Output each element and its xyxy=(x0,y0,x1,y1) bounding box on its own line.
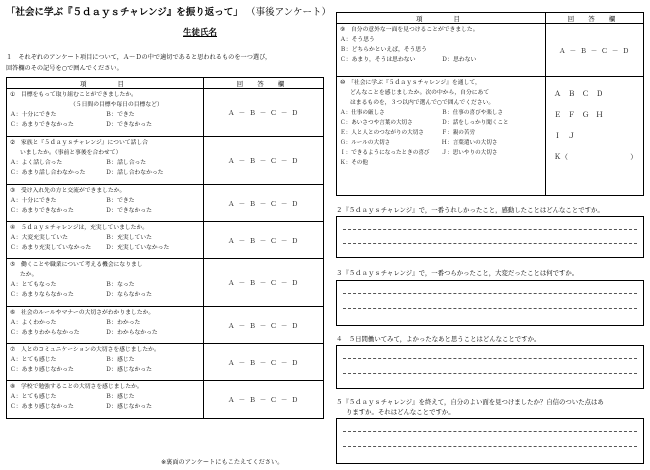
answer-box-3[interactable] xyxy=(336,280,644,326)
answer-box-2[interactable] xyxy=(336,216,644,258)
option-a: Ａ：そう思う xyxy=(340,37,375,43)
question-row-4 xyxy=(7,222,324,259)
option-a: Ａ：よくわかった xyxy=(10,320,57,326)
option-b: Ｂ：感じた xyxy=(105,357,135,363)
written-question-4: ４ ５日間働いてみて，よかったなあと思うことはどんなことですか。 xyxy=(336,335,541,343)
option-d: Ｄ：話し合わなかった xyxy=(105,170,164,176)
question-row-8 xyxy=(7,381,324,419)
option-c: Ｃ：あまり感じなかった xyxy=(10,367,74,373)
question-note: （５日間の目標や毎日の目標など） xyxy=(70,102,163,108)
answer-cell[interactable]: Ａ － Ｂ － Ｃ － Ｄ xyxy=(204,89,324,137)
answer-header: 回 答 欄 xyxy=(204,78,324,89)
question-text-2: どんなことを感じましたか。次の中から，自分にあて xyxy=(350,90,490,96)
answer-line xyxy=(343,373,637,374)
question-row-5 xyxy=(7,259,324,307)
option-d: Ｄ：充実していなかった xyxy=(105,245,170,251)
option-c: Ｃ：あまり話し合わなかった xyxy=(10,170,86,176)
written-question-5: ５『５ｄａｙｓチャレンジ』を終えて，自分のよい面を見つけましたか？自信のついた点はあ xyxy=(336,398,604,406)
question-text: ⑩ 「社会に学ぶ『５ｄａｙｓチャレンジ』を通して， xyxy=(340,80,481,86)
answer-cell[interactable]: Ａ － Ｂ － Ｃ － Ｄ xyxy=(204,259,324,307)
question-row-7 xyxy=(7,344,324,381)
option-a: Ａ：十分にできた xyxy=(10,112,57,118)
subtitle-text: （事後アンケート） xyxy=(246,7,331,18)
item-header: 項 目 xyxy=(7,78,204,89)
page-title xyxy=(6,4,331,18)
answer-row-3: Ｉ Ｊ xyxy=(554,132,575,140)
option-a: Ａ：仕事の厳しさ xyxy=(340,110,385,116)
option-d: Ｄ：わからなかった xyxy=(105,330,158,336)
question-text: ④ ５ｄａｙｓチャレンジは，充実していましたか。 xyxy=(10,225,149,231)
option-e: Ｅ：人と人とのつながりの大切さ xyxy=(340,130,424,136)
answer-cell[interactable]: Ａ － Ｂ － Ｃ － Ｄ xyxy=(204,344,324,381)
answer-cell[interactable]: Ａ － Ｂ － Ｃ － Ｄ xyxy=(204,222,324,259)
option-c: Ｃ：あまり感じなかった xyxy=(10,404,74,410)
answer-cell-multi[interactable] xyxy=(546,77,644,196)
question-text: ⑦ 人とのコミュニケーションの大切さを感じましたか。 xyxy=(10,347,160,353)
question-note: たか。 xyxy=(20,272,38,278)
option-b: Ｂ：充実していた xyxy=(105,235,152,241)
answer-line xyxy=(343,431,637,432)
option-a: Ａ：よく話し合った xyxy=(10,160,63,166)
question-row-3 xyxy=(7,185,324,222)
option-d: Ｄ：話をしっかり聞くこと xyxy=(441,120,509,126)
option-d: Ｄ：ならなかった xyxy=(105,292,152,298)
instructions-line-2: 回答欄のその記号を○で囲んでください。 xyxy=(6,65,123,72)
option-b: Ｂ：話し合った xyxy=(105,160,147,166)
answer-header: 回 答 欄 xyxy=(546,13,644,24)
left-survey-table xyxy=(6,77,324,419)
question-text: ⑤ 働くことや職業について考える機会になりまし xyxy=(10,262,143,268)
question-text-3: はまるものを，３つ以内で選んで○で囲んでください。 xyxy=(350,100,495,106)
option-i: Ｉ：できるようになったときの喜び xyxy=(340,150,430,156)
option-c: Ｃ：あまり，そうは思わない xyxy=(340,57,416,63)
option-c: Ｃ：あいさつや言葉の大切さ xyxy=(340,120,413,126)
answer-row-4 xyxy=(554,152,643,173)
option-c: Ｃ：あまりわからなかった xyxy=(10,330,80,336)
option-d: Ｄ：思わない xyxy=(441,57,477,63)
answer-line xyxy=(343,243,637,244)
option-a: Ａ：十分にできた xyxy=(10,198,57,204)
option-a: Ａ：とてもなった xyxy=(10,282,57,288)
option-c: Ｃ：あまりできなかった xyxy=(10,122,74,128)
answer-line xyxy=(343,293,637,294)
option-k: Ｋ：その他 xyxy=(340,160,368,166)
answer-cell[interactable]: Ａ － Ｂ － Ｃ － Ｄ xyxy=(204,137,324,185)
option-b: Ｂ：なった xyxy=(105,282,135,288)
option-b: Ｂ：感じた xyxy=(105,394,135,400)
instructions-line-1: １ それぞれのアンケート項目について，Ａ～Ｄの中で適切であると思われるものを一つ選び， xyxy=(6,54,272,61)
question-row-6 xyxy=(7,307,324,344)
question-text: ⑧ 学校で勉強することの大切さを感じましたか。 xyxy=(10,384,143,390)
other-open-paren: Ｋ（ xyxy=(554,153,568,161)
option-d: Ｄ：できなかった xyxy=(105,208,152,214)
answer-row-2: Ｅ Ｆ Ｇ Ｈ xyxy=(554,111,603,119)
option-c: Ｃ：あまりならなかった xyxy=(10,292,74,298)
question-text: ② 家族と『５ｄａｙｓチャレンジ』について話し合 xyxy=(10,140,148,146)
option-g: Ｇ：ルールの大切さ xyxy=(340,140,391,146)
option-h: Ｈ：言葉遣いの大切さ xyxy=(441,140,498,146)
option-b: Ｂ：仕事の喜びや楽しさ xyxy=(441,110,504,116)
instructions xyxy=(6,52,324,74)
question-text: ⑥ 社会のルールやマナーの大切さがわかりましたか。 xyxy=(10,310,155,316)
option-b: Ｂ：できた xyxy=(105,198,135,204)
answer-box-4[interactable] xyxy=(336,345,644,389)
option-a: Ａ：とても感じた xyxy=(10,357,57,363)
answer-row-1: Ａ Ｂ Ｃ Ｄ xyxy=(554,90,603,98)
answer-line xyxy=(343,358,637,359)
answer-cell[interactable]: Ａ － Ｂ － Ｃ － Ｄ xyxy=(204,307,324,344)
answer-line xyxy=(343,229,637,230)
option-b: Ｂ：どちらかといえば，そう思う xyxy=(340,47,427,53)
student-name-label: 生徒氏名 xyxy=(183,28,218,38)
option-d: Ｄ：できなかった xyxy=(105,122,152,128)
answer-line xyxy=(343,308,637,309)
written-question-5-line-2: りますか。それはどんなことですか。 xyxy=(346,408,455,416)
answer-cell[interactable]: Ａ － Ｂ － Ｃ － Ｄ xyxy=(546,24,644,77)
footnote: ※裏面のアンケートにもこたえてください。 xyxy=(161,459,284,466)
option-a: Ａ：とても感じた xyxy=(10,394,57,400)
right-survey-table xyxy=(336,12,644,196)
option-a: Ａ：大変充実していた xyxy=(10,235,68,241)
option-c: Ｃ：あまりできなかった xyxy=(10,208,74,214)
option-j: Ｊ：思いやりの大切さ xyxy=(441,150,498,156)
question-text: ③ 受け入れ先の方と交流ができましたか。 xyxy=(10,188,126,194)
item-header: 項 目 xyxy=(337,13,546,24)
title-text: 「社会に学ぶ『５ｄａｙｓチャレンジ』を振り返って」 xyxy=(6,7,243,18)
answer-cell[interactable]: Ａ － Ｂ － Ｃ － Ｄ xyxy=(204,185,324,222)
question-text: ① 目標をもって取り組むことができましたか。 xyxy=(10,92,137,98)
answer-line xyxy=(343,446,637,447)
option-b: Ｂ：わかった xyxy=(105,320,141,326)
option-d: Ｄ：感じなかった xyxy=(105,367,152,373)
answer-cell[interactable]: Ａ － Ｂ － Ｃ － Ｄ xyxy=(204,381,324,419)
written-question-2: ２『５ｄａｙｓチャレンジ』で，一番うれしかったこと，感動したことはどんなことですか。 xyxy=(336,206,604,214)
question-row-1 xyxy=(7,89,324,137)
option-f: Ｆ：親の苦労 xyxy=(441,130,476,136)
answer-box-5[interactable] xyxy=(336,418,644,464)
other-close-paren: ） xyxy=(630,153,638,161)
question-row-9 xyxy=(337,24,644,77)
option-b: Ｂ：できた xyxy=(105,112,135,118)
option-d: Ｄ：感じなかった xyxy=(105,404,152,410)
question-row-2 xyxy=(7,137,324,185)
option-c: Ｃ：あまり充実していなかった xyxy=(10,245,92,251)
question-row-10 xyxy=(337,77,644,196)
question-note: いましたか。（事前と事後を合わせて） xyxy=(20,150,122,156)
written-question-3: ３『５ｄａｙｓチャレンジ』で，一番つらかったこと，大変だったことは何ですか。 xyxy=(336,269,579,277)
question-text: ⑨ 自分の意外な一面を見つけることができました。 xyxy=(340,27,479,33)
